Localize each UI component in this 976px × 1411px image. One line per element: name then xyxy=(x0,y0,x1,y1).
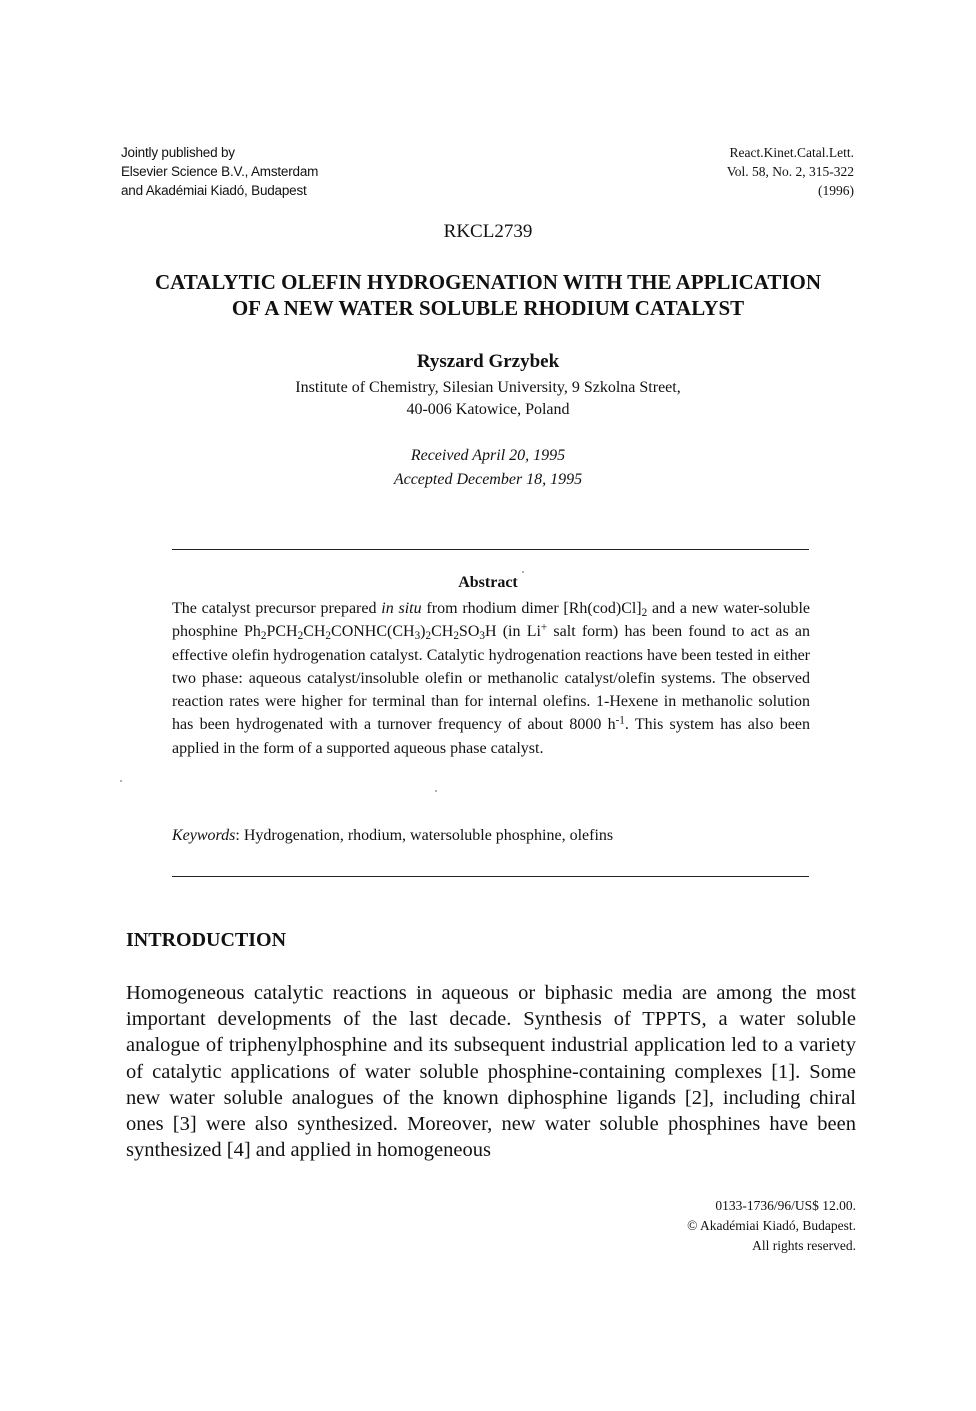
scan-speck xyxy=(120,780,122,782)
title-line-2: OF A NEW WATER SOLUBLE RHODIUM CATALYST xyxy=(231,296,745,320)
introduction-heading: INTRODUCTION xyxy=(126,929,287,951)
scan-speck xyxy=(522,571,524,573)
copyright-line-3: All rights reserved. xyxy=(752,1238,856,1253)
keywords-text: Hydrogenation, rhodium, watersoluble phosphine, olefins xyxy=(243,827,614,844)
author-name: Ryszard Grzybek xyxy=(416,351,560,372)
accepted-date: Accepted December 18, 1995 xyxy=(393,471,583,488)
dates xyxy=(0,444,976,492)
title-line-1: CATALYTIC OLEFIN HYDROGENATION WITH THE APPLICATION xyxy=(154,270,822,294)
journal-year: (1996) xyxy=(818,183,854,198)
abstract-bottom-rule xyxy=(172,876,809,877)
abstract-text: The catalyst precursor prepared in situ from rhodium dimer $[Rh(cod)Cl]_2$ and a new water-soluble phosphine $Ph_2PCH_2CH_2CONHC(CH_3)_2CH_2SO_3H$ (in Li+ salt form) has been found to act as an effective olefin hydrogenation catalyst. Catalytic hydrogenation reactions have been tested in either two phase: aqueous catalyst/insoluble olefin or methanolic catalyst/olefin systems. The observed reaction rates were higher for terminal than for internal olefins. 1-Hexene in methanolic solution has been hydrogenated with a turnover frequency of about 8000 $h^{-1}$. This system has also been applied in the form of a supported aqueous phase catalyst. xyxy=(172,600,811,757)
publisher-info xyxy=(121,143,318,200)
paper-title xyxy=(100,269,876,321)
introduction-text: Homogeneous catalytic reactions in aqueous or biphasic media are among the most important developments of the last decade. Synthesis of TPPTS, a water soluble analogue of triphenylphosphine and its subsequent industrial application led to a variety of catalytic applications of water soluble phosphine-containing complexes [1]. Some new water soluble analogues of the known diphosphine ligands [2], including chiral ones [3] were also synthesized. Moreover, new water soluble phosphines have been synthesized [4] and applied in homogeneous xyxy=(126,982,856,1162)
affiliation-line-1: Institute of Chemistry, Silesian University, 9 Szkolna Street, xyxy=(295,379,681,396)
in-situ-italic: in situ xyxy=(381,600,422,617)
journal-volume: Vol. 58, No. 2, 315-322 xyxy=(726,164,854,179)
publisher-line-1: Jointly published by xyxy=(121,145,235,160)
copyright-line-2: © Akadémiai Kiadó, Budapest. xyxy=(687,1218,856,1233)
affiliation xyxy=(0,377,976,421)
copyright-line-1: 0133-1736/96/US$ 12.00. xyxy=(715,1198,856,1213)
abstract-heading: Abstract xyxy=(458,574,518,591)
copyright-notice xyxy=(687,1196,856,1256)
keywords: Keywords: Hydrogenation, rhodium, watersoluble phosphine, olefins xyxy=(172,827,614,844)
abstract-top-rule xyxy=(172,549,809,550)
affiliation-line-2: 40-006 Katowice, Poland xyxy=(406,401,570,418)
publisher-line-3: and Akadémiai Kiadó, Budapest xyxy=(121,183,307,198)
received-date: Received April 20, 1995 xyxy=(410,447,566,464)
keywords-label: Keywords xyxy=(172,827,236,844)
scan-speck xyxy=(435,790,437,792)
article-code: RKCL2739 xyxy=(443,221,533,242)
journal-info xyxy=(727,143,854,200)
publisher-line-2: Elsevier Science B.V., Amsterdam xyxy=(121,164,319,179)
journal-name: React.Kinet.Catal.Lett. xyxy=(729,145,854,160)
